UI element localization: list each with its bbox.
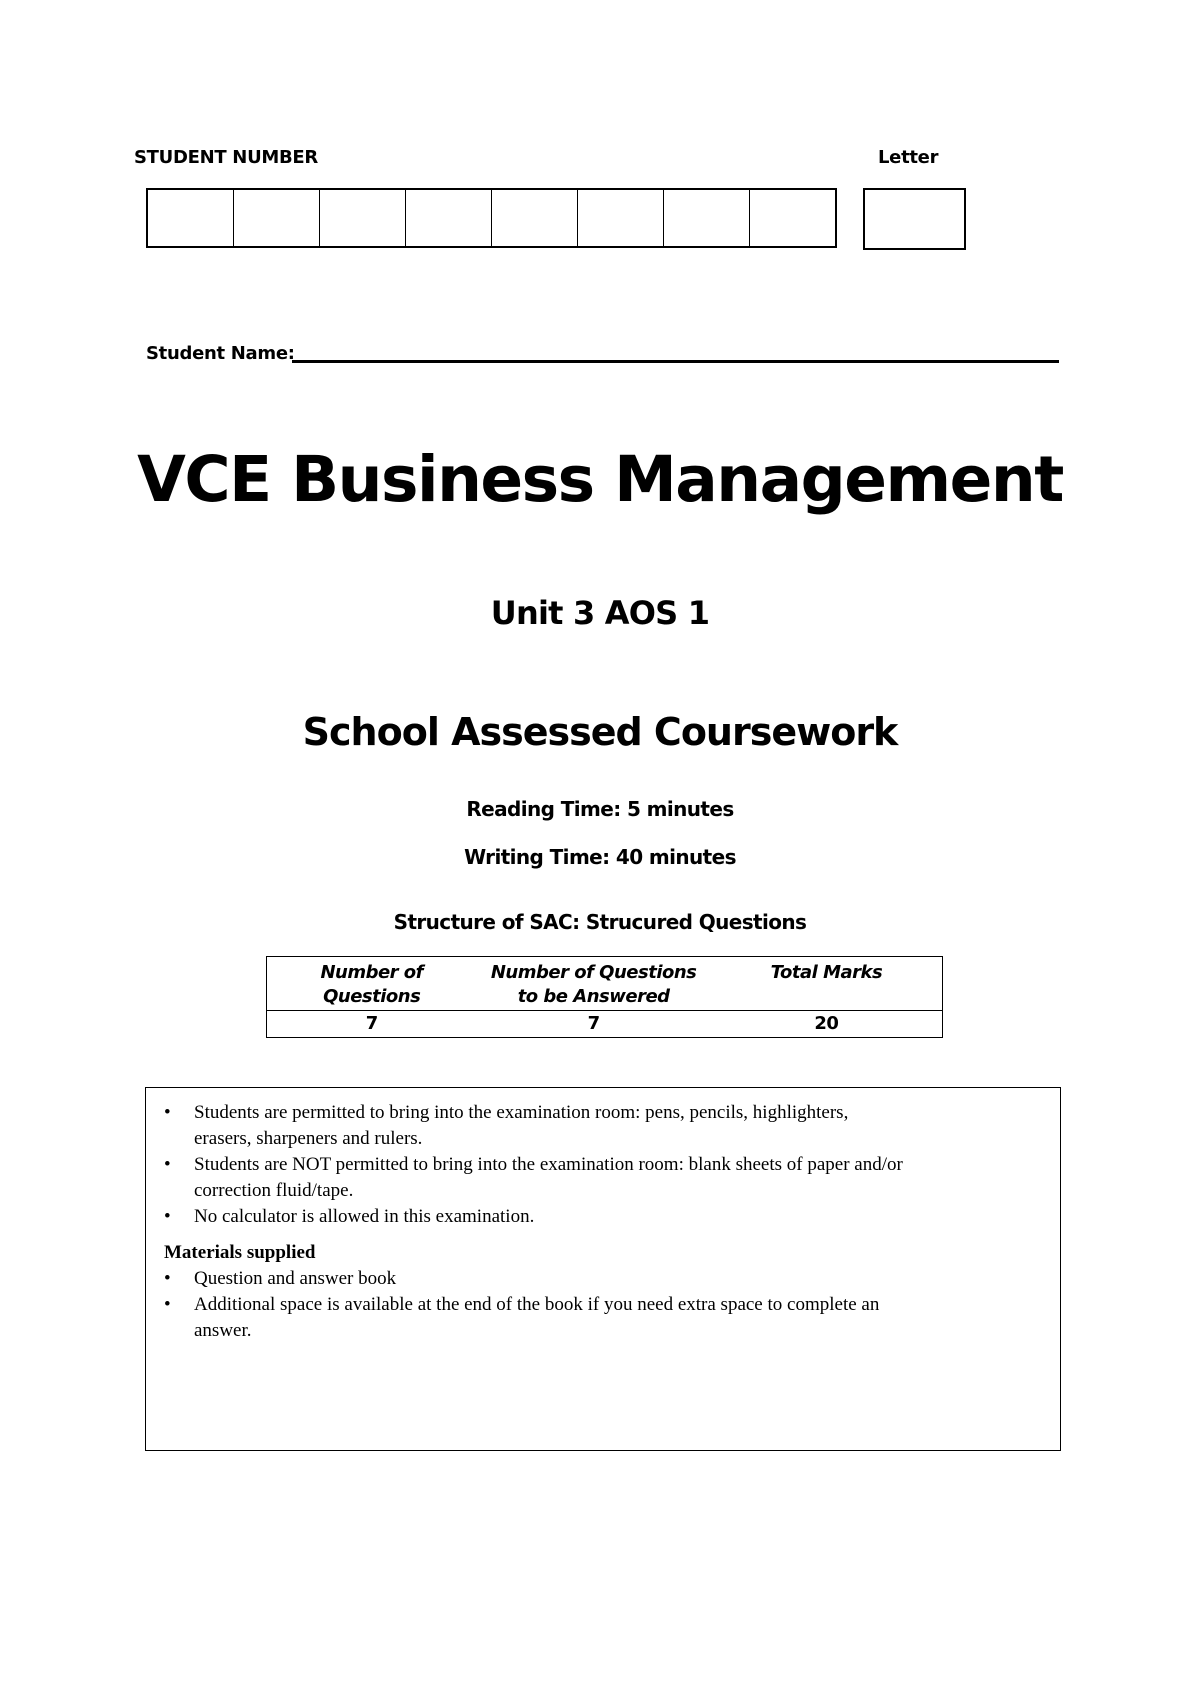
student-name-label: Student Name: (146, 343, 295, 364)
student-number-box-3[interactable] (320, 190, 406, 246)
student-number-box-1[interactable] (148, 190, 234, 246)
header-number-of-questions: Number of Questions (267, 957, 477, 1011)
student-number-boxes (146, 188, 837, 248)
structure-table-header-row (267, 957, 943, 1011)
writing-time: Writing Time: 40 minutes (464, 845, 736, 869)
bullet-icon: • (164, 1268, 171, 1289)
student-number-box-5[interactable] (492, 190, 578, 246)
bullet-icon: • (164, 1294, 171, 1315)
student-number-label: STUDENT NUMBER (134, 147, 318, 168)
cell-questions-to-answer: 7 (587, 1013, 600, 1034)
table-row (267, 1011, 943, 1038)
student-name-line[interactable] (292, 360, 1059, 363)
unit-title: Unit 3 AOS 1 (490, 594, 710, 632)
bullet-icon: • (164, 1102, 171, 1123)
list-item: • No calculator is allowed in this examination. (164, 1204, 1030, 1230)
materials-heading: Materials supplied (164, 1242, 316, 1263)
cell-total-marks: 20 (814, 1013, 839, 1034)
instructions-box (145, 1087, 1061, 1451)
list-item: • Additional space is available at the end of the book if you need extra space to complete an answer. (164, 1294, 880, 1341)
bullet-icon: • (164, 1154, 171, 1175)
list-item: • Question and answer book (164, 1266, 1030, 1292)
student-number-box-4[interactable] (406, 190, 492, 246)
student-number-box-7[interactable] (664, 190, 750, 246)
student-number-box-6[interactable] (578, 190, 664, 246)
letter-box[interactable] (863, 188, 966, 250)
list-item: • Students are NOT permitted to bring into the examination room: blank sheets of paper and/or correction fluid/tape. (164, 1154, 903, 1201)
header-questions-to-answer: Number of Questions to be Answered (476, 957, 710, 1011)
structure-label: Structure of SAC: Strucured Questions (393, 910, 807, 934)
reading-time: Reading Time: 5 minutes (466, 797, 734, 821)
header-total-marks: Total Marks (711, 957, 943, 1011)
main-title: VCE Business Management (137, 443, 1063, 516)
materials-list (164, 1266, 1030, 1344)
bullet-icon: • (164, 1206, 171, 1227)
structure-table (266, 956, 943, 1038)
letter-label: Letter (878, 147, 939, 168)
rules-list (164, 1100, 1030, 1230)
cell-number-of-questions: 7 (365, 1013, 378, 1034)
student-number-box-2[interactable] (234, 190, 320, 246)
student-number-box-8[interactable] (750, 190, 835, 246)
assessment-title: School Assessed Coursework (302, 710, 898, 754)
list-item: • Students are permitted to bring into the examination room: pens, pencils, highlighters, erasers, sharpeners and rulers. (164, 1102, 849, 1149)
